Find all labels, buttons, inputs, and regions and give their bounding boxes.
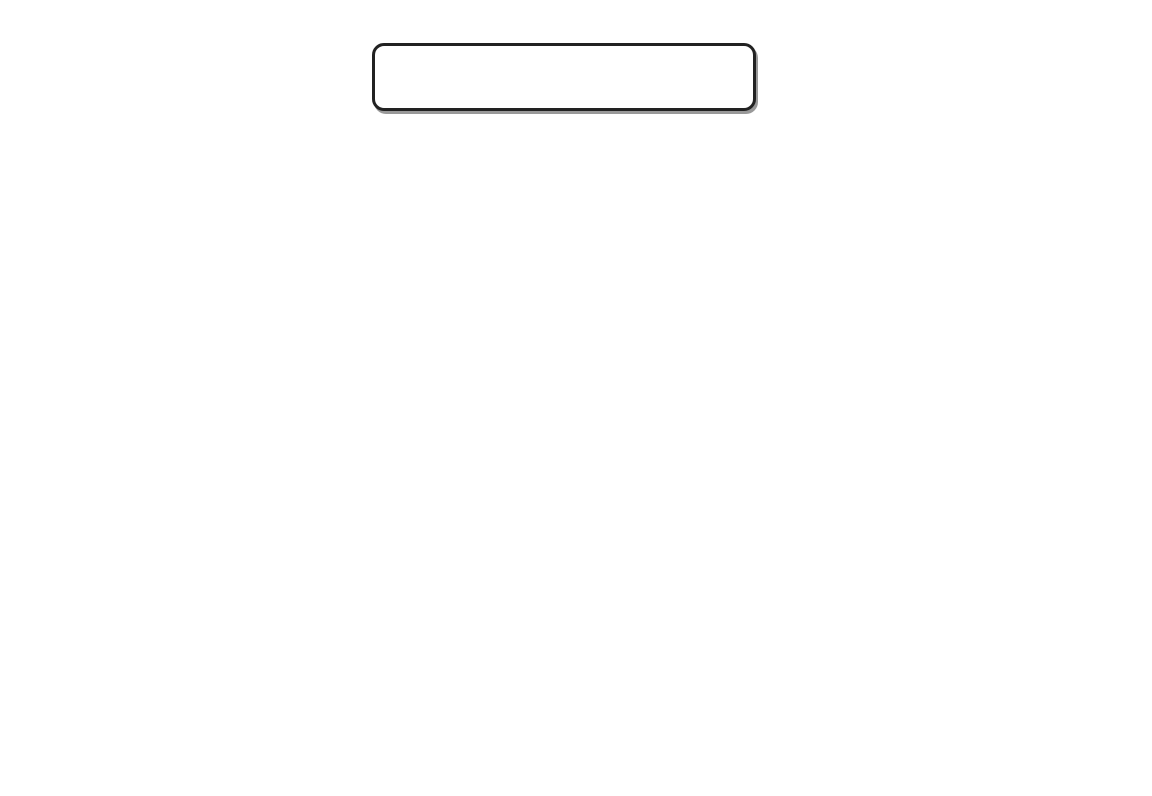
page-title[interactable] (372, 43, 756, 111)
